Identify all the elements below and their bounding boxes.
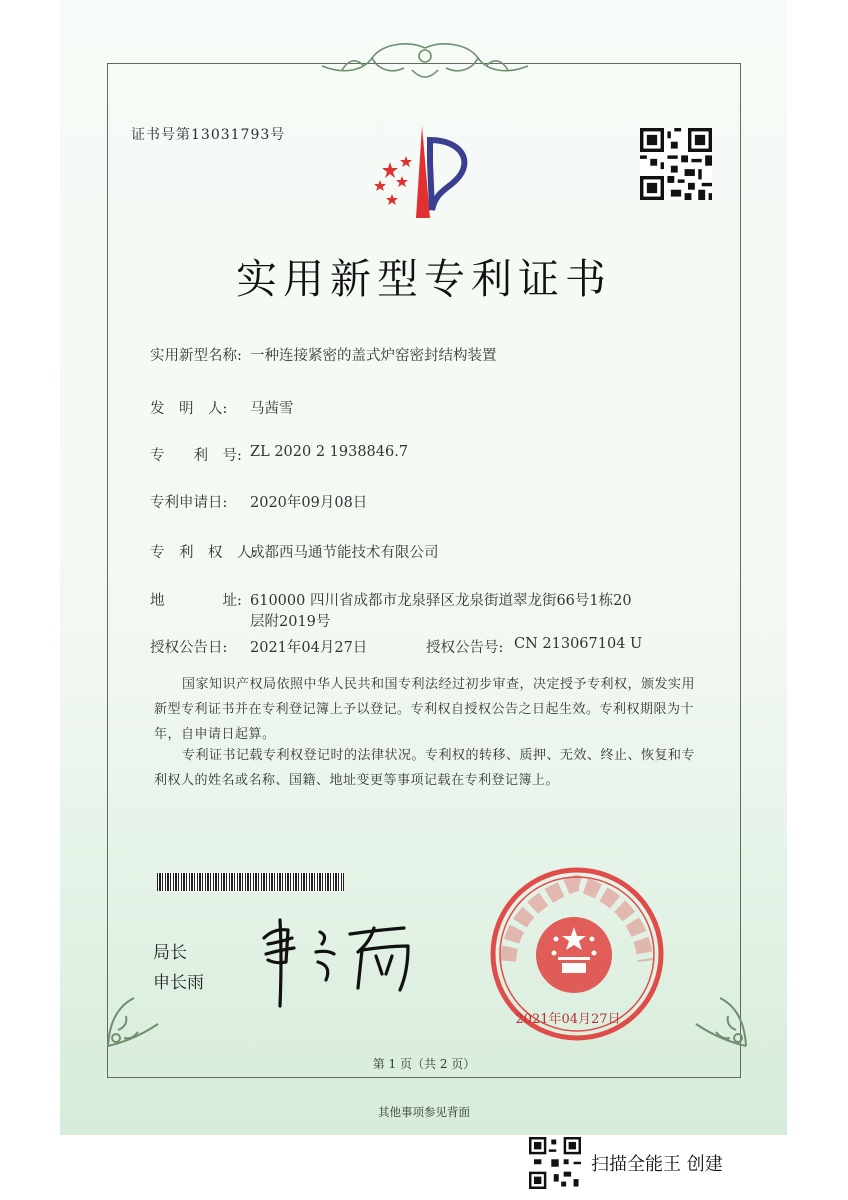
field-label-grant-number: 授权公告号: xyxy=(426,640,504,656)
ornament-bottom-left xyxy=(104,990,164,1050)
director-name: 申长雨 xyxy=(153,973,204,993)
director-signature xyxy=(258,916,438,1014)
seal-date: 2021年04月27日 xyxy=(515,1012,621,1027)
field-label: 授权公告日: xyxy=(150,640,228,656)
field-grant-date xyxy=(150,636,643,657)
scanner-watermark-text: 扫描全能王 创建 xyxy=(591,1154,723,1175)
field-value: 成都西马通节能技术有限公司 xyxy=(250,545,439,561)
field-value: ZL 2020 2 1938846.7 xyxy=(250,444,409,460)
legal-paragraph-1: 国家知识产权局依照中华人民共和国专利法经过初步审查，决定授予专利权，颁发实用新型专利证书并在专利登记簿上予以登记。专利权自授权公告之日起生效。专利权期限为十年，自申请日起算。 xyxy=(154,677,696,742)
field-inventor xyxy=(150,397,294,418)
certificate-number: 证书号第13031793号 xyxy=(131,127,286,143)
field-application-date xyxy=(150,491,368,512)
field-label: 发 明 人: xyxy=(150,401,228,417)
field-value: 610000 四川省成都市龙泉驿区龙泉街道翠龙街66号1栋20 xyxy=(250,593,632,609)
field-utility-model-name xyxy=(150,344,497,365)
field-address xyxy=(150,589,632,630)
field-label: 专利申请日: xyxy=(150,495,228,511)
ornament-bottom-right xyxy=(690,990,750,1050)
field-value: 马茜雪 xyxy=(250,401,294,417)
certificate-title: 实用新型专利证书 xyxy=(236,255,612,303)
field-value-grant-number: CN 213067104 U xyxy=(514,636,643,652)
barcode xyxy=(157,873,344,891)
field-value: 一种连接紧密的盖式炉窑密封结构装置 xyxy=(250,348,497,364)
page-indicator: 第 1 页（共 2 页） xyxy=(372,1057,476,1071)
official-seal xyxy=(488,865,666,1043)
field-label: 地 址: xyxy=(150,593,242,609)
field-label: 专 利 号: xyxy=(150,448,242,464)
patent-office-logo xyxy=(370,122,480,222)
field-label: 实用新型名称: xyxy=(150,348,242,364)
director-title: 局长 xyxy=(153,943,187,963)
field-value-line2: 层附2019号 xyxy=(250,614,331,630)
field-value: 2021年04月27日 xyxy=(250,640,368,656)
scanner-qr-icon xyxy=(529,1137,581,1189)
qr-code-icon xyxy=(640,128,712,200)
ornament-top xyxy=(312,40,538,88)
field-label: 专 利 权 人: xyxy=(150,545,257,561)
legal-paragraph-2: 专利证书记载专利权登记时的法律状况。专利权的转移、质押、无效、终止、恢复和专利权人的姓名或名称、国籍、地址变更等事项记载在专利登记簿上。 xyxy=(154,748,696,788)
field-patentee xyxy=(150,541,439,562)
field-value: 2020年09月08日 xyxy=(250,495,368,511)
back-note: 其他事项参见背面 xyxy=(378,1105,470,1119)
field-patent-number xyxy=(150,444,409,465)
